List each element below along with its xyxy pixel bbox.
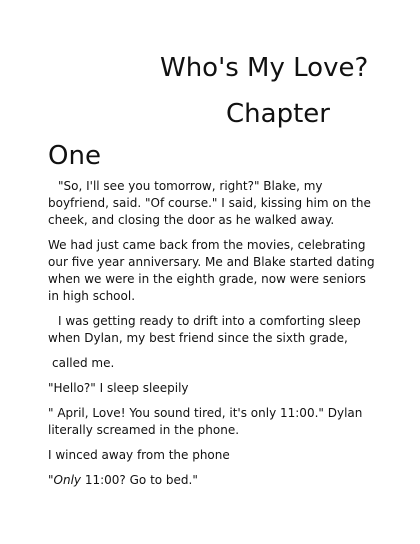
paragraph: called me. bbox=[52, 356, 115, 370]
emphasized-word: Only bbox=[53, 473, 82, 487]
paragraph: "Hello?" I sleep sleepily bbox=[48, 381, 189, 395]
paragraph-rest: 11:00? Go to bed." bbox=[81, 473, 198, 487]
paragraph: " April, Love! You sound tired, it's only 11:00." Dylan literally screamed in the phone. bbox=[48, 406, 363, 437]
paragraph: "So, I'll see you tomorrow, right?" Blake, my boyfriend, said. "Of course." I said, kissing him on the cheek, and closing the door as he walked away. bbox=[48, 179, 371, 227]
chapter-heading: Chapter bbox=[226, 99, 330, 129]
open-quote: " bbox=[48, 473, 54, 487]
chapter-number: One bbox=[48, 141, 101, 171]
paragraph-last bbox=[48, 472, 378, 489]
story-body bbox=[48, 178, 378, 497]
paragraph: I winced away from the phone bbox=[48, 448, 230, 462]
story-title: Who's My Love? bbox=[160, 53, 369, 83]
paragraph: We had just came back from the movies, celebrating our five year anniversary. Me and Blake started dating when we were in the eighth grade, now were seniors in high school. bbox=[48, 238, 375, 303]
paragraph: I was getting ready to drift into a comforting sleep when Dylan, my best friend since the sixth grade, bbox=[48, 314, 361, 345]
